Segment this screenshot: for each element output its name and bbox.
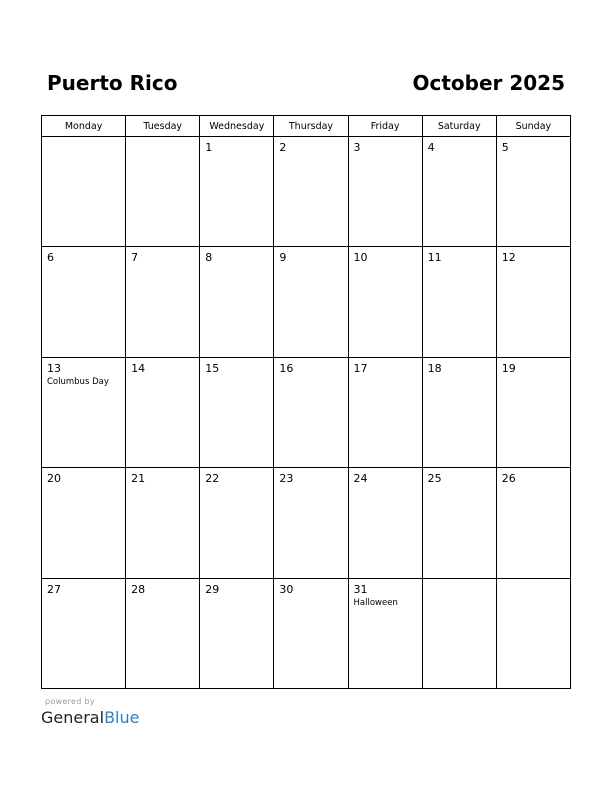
day-number: 27: [47, 582, 61, 596]
day-cell: [200, 137, 274, 247]
day-number: 1: [205, 141, 213, 154]
day-cell: [42, 137, 126, 247]
logo-general-text: General: [41, 708, 105, 727]
week-row: [42, 578, 571, 688]
day-cell: [126, 357, 200, 467]
day-number: 31: [353, 582, 368, 596]
generalblue-logo[interactable]: [41, 708, 139, 727]
day-cell: [496, 247, 570, 357]
weekday-header: Monday: [42, 116, 126, 137]
day-number: 6: [47, 251, 54, 265]
day-number: 26: [501, 472, 516, 486]
day-cell: [348, 468, 422, 578]
day-cell: [42, 247, 126, 357]
day-cell: [200, 468, 274, 578]
day-number: 24: [353, 472, 368, 486]
day-cell: [496, 578, 570, 688]
day-number: 9: [279, 251, 287, 265]
day-number: 10: [353, 251, 368, 265]
day-number: 13: [47, 361, 61, 375]
day-cell: [42, 468, 126, 578]
weekday-header: Wednesday: [200, 116, 274, 137]
day-number: 14: [131, 361, 146, 375]
weekday-header: Sunday: [496, 116, 570, 137]
day-number: 23: [279, 472, 294, 486]
day-cell: [348, 137, 422, 247]
weekday-header: Saturday: [422, 116, 496, 137]
day-cell: [422, 137, 496, 247]
day-number: 11: [427, 251, 442, 265]
day-cell: [274, 137, 348, 247]
weekday-header: Thursday: [274, 116, 348, 137]
weekday-header-row: [42, 116, 571, 137]
weekday-header: Tuesday: [126, 116, 200, 137]
calendar-grid: [41, 115, 571, 689]
week-row: [42, 468, 571, 578]
weekday-header: Friday: [348, 116, 422, 137]
month-year-title: October 2025: [412, 71, 565, 95]
day-number: 8: [205, 251, 213, 265]
day-cell: [126, 578, 200, 688]
logo-blue-text: Blue: [104, 708, 140, 727]
day-cell: [422, 468, 496, 578]
day-cell: [126, 468, 200, 578]
day-number: 7: [131, 251, 139, 265]
day-number: 28: [131, 582, 146, 596]
day-number: 5: [501, 141, 509, 154]
day-number: 29: [205, 582, 220, 596]
day-cell: [496, 137, 570, 247]
day-cell: [274, 578, 348, 688]
day-cell: [422, 247, 496, 357]
day-cell: [422, 578, 496, 688]
day-number: 25: [427, 472, 442, 486]
day-cell: [200, 357, 274, 467]
day-cell: [348, 247, 422, 357]
day-number: 12: [501, 251, 516, 265]
day-number: 20: [47, 472, 61, 486]
day-number: 3: [353, 141, 361, 154]
day-cell: [274, 357, 348, 467]
week-row: [42, 357, 571, 467]
powered-by-label: powered by: [45, 697, 95, 706]
day-number: 30: [279, 582, 294, 596]
region-title: Puerto Rico: [47, 71, 178, 95]
day-number: 16: [279, 361, 294, 375]
day-cell: [274, 247, 348, 357]
week-row: [42, 247, 571, 357]
day-cell: [496, 357, 570, 467]
holiday-label: Halloween: [353, 597, 398, 608]
day-number: 21: [131, 472, 146, 486]
day-number: 2: [279, 141, 287, 154]
day-number: 4: [427, 141, 435, 154]
day-cell: [42, 578, 126, 688]
day-cell: [200, 578, 274, 688]
day-cell: [422, 357, 496, 467]
day-number: 18: [427, 361, 442, 375]
day-cell: [200, 247, 274, 357]
day-cell: [274, 468, 348, 578]
week-row: [42, 137, 571, 247]
day-number: 15: [205, 361, 220, 375]
day-cell: [126, 247, 200, 357]
day-cell: [496, 468, 570, 578]
holiday-label: Columbus Day: [47, 376, 109, 387]
day-number: 19: [501, 361, 516, 375]
day-number: 22: [205, 472, 220, 486]
day-cell: [348, 357, 422, 467]
day-cell: [348, 578, 422, 688]
day-number: 17: [353, 361, 368, 375]
day-cell: [42, 357, 126, 467]
day-cell: [126, 137, 200, 247]
